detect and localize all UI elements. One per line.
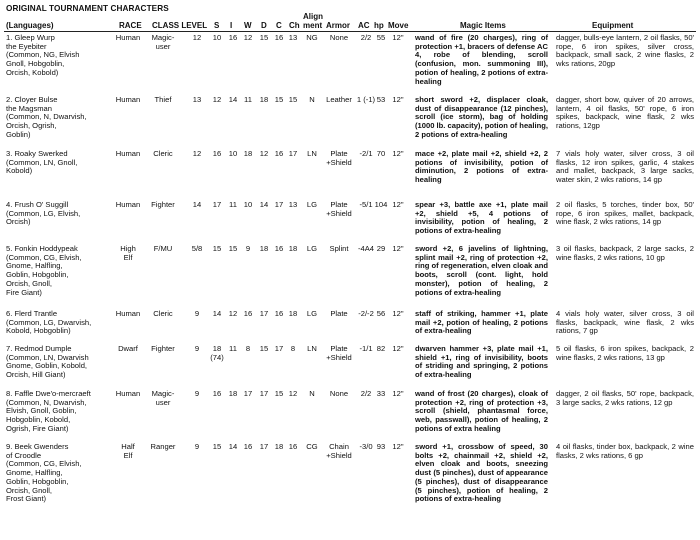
cell-ch: 15	[288, 95, 298, 104]
cell-magic: sword +2, 6 javelins of lightning, splint mail +2, ring of protection +2, ring of regeneration, elven cloak and boots, scroll (cont. light, hold monster), potion of healing, 2 potions of extra-healing	[415, 244, 548, 297]
cell-armor: Leather	[326, 95, 352, 104]
cell-race: Human	[115, 149, 141, 158]
cell-race: Human	[115, 200, 141, 209]
cell-move: 12"	[392, 33, 404, 42]
cell-hp: 33	[376, 389, 386, 398]
header-s: S	[214, 21, 220, 30]
cell-w: 18	[243, 149, 253, 158]
cell-ch: 12	[288, 389, 298, 398]
cell-w: 9	[245, 244, 251, 253]
cell-level: 9	[194, 344, 200, 353]
cell-hp: 93	[376, 442, 386, 451]
cell-level: 13	[192, 95, 202, 104]
header-d: D	[261, 21, 267, 30]
cell-hp: 70	[376, 149, 386, 158]
cell-equipment: dagger, short bow, quiver of 20 arrows, lantern, 4 oil flasks, 50' rope, 6 iron spikes, backpack, wine flask, 2 wks rations, 12gp	[556, 95, 694, 131]
cell-w: 16	[243, 309, 253, 318]
cell-armor: Plate	[330, 309, 348, 318]
cell-align: LN	[307, 344, 317, 353]
cell-class: Fighter	[151, 200, 175, 209]
cell-i: 14	[228, 95, 238, 104]
cell-ac: -5/1	[359, 200, 373, 209]
cell-move: 12"	[392, 95, 404, 104]
cell-align: LG	[306, 200, 318, 209]
cell-d: 15	[259, 344, 269, 353]
cell-ac: -2/1	[359, 149, 373, 158]
cell-equipment: 2 oil flasks, 5 torches, tinder box, 50' rope, 6 iron spikes, mallet, backpack, wine flask, 2 wks rations, 14 gp	[556, 200, 694, 227]
header-ch: Ch	[289, 21, 300, 30]
cell-hp: 53	[376, 95, 386, 104]
cell-name: 2. Cloyer Bulse the Magsman (Common, N, Dwarvish, Orcish, Ogrish, Goblin)	[6, 95, 87, 139]
header-hp: hp	[374, 21, 384, 30]
cell-magic: sword +1, crossbow of speed, 30 bolts +2, chainmail +2, shield +2, elven cloak and boots, sneezing dust (5 pinches), dust of appearance (5 pinches), dust of disappearance (5 pinches), potion of healing, 2 potions of extra-healing	[415, 442, 548, 504]
cell-magic: dwarven hammer +3, plate mail +1, shield +1, ring of invisibility, boots of striding and springing, 2 potions of extra-healing	[415, 344, 548, 380]
cell-d: 14	[259, 200, 269, 209]
cell-align: N	[309, 389, 315, 398]
cell-c: 16	[274, 244, 284, 253]
cell-hp: 82	[376, 344, 386, 353]
cell-ac: -2/-2	[358, 309, 374, 318]
cell-magic: wand of fire (20 charges), ring of protection +1, bracers of defense AC 4, robe of blending, scroll (confusion, mon. summoning III), potion of healing, 2 potions of extra-healing	[415, 33, 548, 86]
cell-s: 14	[212, 309, 222, 318]
cell-w: 16	[243, 442, 253, 451]
cell-move: 12"	[392, 149, 404, 158]
cell-name: 9. Beek Gwenders of Croodle (Common, CG, Elvish, Gnome, Halfling, Goblin, Hobgoblin, Orcish, Gnoll, Frost Giant)	[6, 442, 82, 504]
header-c: C	[276, 21, 282, 30]
header-i: I	[230, 21, 233, 30]
cell-equipment: dagger, 2 oil flasks, 50' rope, backpack, 3 large sacks, 2 wks rations, 12 gp	[556, 389, 694, 407]
cell-level: 9	[194, 389, 200, 398]
cell-i: 18	[228, 389, 238, 398]
cell-c: 16	[274, 149, 284, 158]
cell-class: Cleric	[153, 149, 173, 158]
cell-name: 6. Flerd Trantle (Common, LG, Dwarvish, Kobold, Hobgoblin)	[6, 309, 92, 336]
cell-class: Magic- user	[151, 389, 175, 407]
cell-ac: 2/2	[360, 389, 372, 398]
cell-class: Thief	[154, 95, 172, 104]
cell-s: 17	[212, 200, 222, 209]
header-languages: (Languages)	[6, 21, 54, 30]
cell-align: LG	[306, 244, 318, 253]
cell-ch: 8	[290, 344, 296, 353]
cell-class: Cleric	[153, 309, 173, 318]
cell-s: 18 (74)	[210, 344, 224, 362]
cell-class: Ranger	[150, 442, 176, 451]
cell-ac: -3/0	[359, 442, 373, 451]
cell-s: 16	[212, 149, 222, 158]
cell-race: High Elf	[120, 244, 136, 262]
cell-class: F/MU	[153, 244, 173, 253]
cell-d: 17	[259, 309, 269, 318]
cell-s: 15	[212, 244, 222, 253]
cell-armor: Plate +Shield	[326, 200, 352, 218]
cell-move: 12"	[392, 344, 404, 353]
cell-magic: wand of frost (20 charges), cloak of protection +2, ring of protection +3, scroll (shield, phantasmal force, web, passwall), potion of healing, 2 potions of extra healing	[415, 389, 548, 433]
cell-d: 17	[259, 442, 269, 451]
cell-equipment: 3 oil flasks, backpack, 2 large sacks, 2 wine flasks, 2 wks rations, 10 gp	[556, 244, 694, 262]
cell-equipment: dagger, bulls-eye lantern, 2 oil flasks, 50' rope, 6 iron spikes, silver cross, backpack, small sack, 2 wine flasks, 2 wks rations, 20gp	[556, 33, 694, 69]
cell-class: Magic- user	[151, 33, 175, 51]
cell-ch: 17	[288, 149, 298, 158]
cell-ch: 18	[288, 309, 298, 318]
cell-w: 10	[243, 200, 253, 209]
cell-i: 15	[228, 244, 238, 253]
cell-armor: Splint	[329, 244, 349, 253]
cell-armor: Plate +Shield	[326, 149, 352, 167]
cell-c: 16	[274, 33, 284, 42]
cell-hp: 104	[374, 200, 388, 209]
cell-move: 12"	[392, 200, 404, 209]
cell-i: 16	[228, 33, 238, 42]
header-w: W	[244, 21, 252, 30]
cell-level: 12	[192, 149, 202, 158]
header-equipment: Equipment	[592, 21, 634, 30]
cell-ch: 13	[288, 200, 298, 209]
cell-i: 11	[229, 344, 237, 353]
header-armor: Armor	[326, 21, 351, 30]
cell-c: 18	[274, 442, 284, 451]
header-ac: AC	[358, 21, 370, 30]
cell-race: Half Elf	[121, 442, 135, 460]
cell-c: 16	[274, 309, 284, 318]
cell-c: 15	[274, 95, 284, 104]
cell-level: 9	[194, 309, 200, 318]
cell-c: 17	[274, 200, 284, 209]
cell-class: Fighter	[151, 344, 175, 353]
cell-align: NG	[306, 33, 318, 42]
header-align-bottom: ment	[303, 21, 323, 30]
cell-name: 8. Faffle Dwe'o-mercraeft (Common, N, Dwarvish, Elvish, Gnoll, Goblin, Hobgoblin, Kobold, Ogrish, Fire Giant)	[6, 389, 91, 433]
cell-w: 11	[244, 95, 252, 104]
cell-armor: Chain +Shield	[326, 442, 352, 460]
cell-w: 12	[243, 33, 253, 42]
cell-c: 17	[274, 344, 284, 353]
cell-hp: 29	[376, 244, 386, 253]
cell-name: 4. Frush O' Suggill (Common, LG, Elvish, Orcish)	[6, 200, 81, 227]
header-race: RACE	[119, 21, 142, 30]
header-move: Move	[388, 21, 409, 30]
cell-equipment: 7 vials holy water, silver cross, 3 oil flasks, 12 iron spikes, garlic, 4 stakes and mallet, backpack, 3 large sacks, water skin, 2 wks rations, 14 gp	[556, 149, 694, 185]
cell-race: Human	[115, 33, 141, 42]
cell-i: 14	[228, 442, 238, 451]
cell-align: N	[309, 95, 315, 104]
cell-equipment: 4 vials holy water, silver cross, 3 oil flasks, backpack, wine flask, 2 wks rations, 7 gp	[556, 309, 694, 336]
cell-ac: 1 (-1)	[356, 95, 376, 104]
cell-d: 15	[259, 33, 269, 42]
cell-race: Human	[115, 95, 141, 104]
cell-magic: spear +3, battle axe +1, plate mail +2, shield +5, 4 potions of invisibility, potion of healing, 2 potions of extra-healing	[415, 200, 548, 236]
cell-equipment: 4 oil flasks, tinder box, backpack, 2 wine flasks, 2 wks rations, 6 gp	[556, 442, 694, 460]
header-magic-items: Magic Items	[460, 21, 506, 30]
cell-ch: 13	[288, 33, 298, 42]
cell-name: 7. Redmod Dumple (Common, LN, Dwarvish Gnome, Goblin, Kobold, Orcish, Hill Giant)	[6, 344, 89, 380]
cell-armor: None	[329, 33, 349, 42]
cell-armor: Plate +Shield	[326, 344, 352, 362]
cell-hp: 56	[376, 309, 386, 318]
cell-race: Human	[115, 389, 141, 398]
cell-d: 18	[259, 244, 269, 253]
cell-equipment: 5 oil flasks, 6 iron spikes, backpack, 2 wine flasks, 2 wks rations, 13 gp	[556, 344, 694, 362]
cell-move: 12"	[392, 442, 404, 451]
cell-s: 12	[212, 95, 222, 104]
cell-ac: -4A4	[357, 244, 375, 253]
cell-name: 3. Roaky Swerked (Common, LN, Gnoll, Kobold)	[6, 149, 78, 176]
cell-level: 14	[192, 200, 202, 209]
cell-name: 1. Gleep Wurp the Eyebiter (Common, NG, Elvish Gnoll, Hobgoblin, Orcish, Kobold)	[6, 33, 80, 77]
cell-s: 10	[212, 33, 222, 42]
cell-level: 12	[192, 33, 202, 42]
cell-ch: 18	[288, 244, 298, 253]
header-rule	[4, 31, 696, 32]
cell-w: 17	[243, 389, 253, 398]
table-title: ORIGINAL TOURNAMENT CHARACTERS	[6, 4, 169, 13]
header-align-top: Align	[303, 12, 323, 21]
cell-i: 10	[228, 149, 238, 158]
cell-align: LN	[307, 149, 317, 158]
cell-move: 12"	[392, 244, 404, 253]
cell-armor: None	[329, 389, 349, 398]
cell-race: Human	[115, 309, 141, 318]
cell-magic: staff of striking, hammer +1, plate mail +2, potion of healing, 2 potions of extra-healing	[415, 309, 548, 336]
cell-s: 16	[212, 389, 222, 398]
cell-s: 15	[212, 442, 222, 451]
cell-i: 12	[228, 309, 238, 318]
cell-level: 9	[194, 442, 200, 451]
cell-c: 15	[274, 389, 284, 398]
cell-magic: mace +2, plate mail +2, shield +2, 2 potions of invisibility, potion of diminution, 2 potions of extra-healing	[415, 149, 548, 185]
cell-w: 8	[245, 344, 251, 353]
cell-move: 12"	[392, 389, 404, 398]
header-class-level: CLASS LEVEL	[152, 21, 208, 30]
cell-magic: short sword +2, displacer cloak, dust of disappearance (12 pinches), scroll (ice storm), bag of holding (1000 lb. capacity), potion of healing, 2 potions of extra-healing	[415, 95, 548, 139]
cell-ac: -1/1	[359, 344, 373, 353]
cell-hp: 55	[376, 33, 386, 42]
cell-i: 11	[229, 200, 237, 209]
cell-align: LG	[306, 309, 318, 318]
cell-ch: 16	[288, 442, 298, 451]
cell-move: 12"	[392, 309, 404, 318]
cell-name: 5. Fonkin Hoddypeak (Common, CG, Elvish, Gnome, Halfling, Goblin, Hobgoblin, Orcish, Gnoll, Fire Giant)	[6, 244, 82, 297]
cell-align: CG	[306, 442, 318, 451]
cell-ac: 2/2	[360, 33, 372, 42]
cell-d: 17	[259, 389, 269, 398]
cell-d: 18	[259, 95, 269, 104]
cell-d: 12	[259, 149, 269, 158]
cell-level: 5/8	[191, 244, 203, 253]
cell-race: Dwarf	[118, 344, 138, 353]
